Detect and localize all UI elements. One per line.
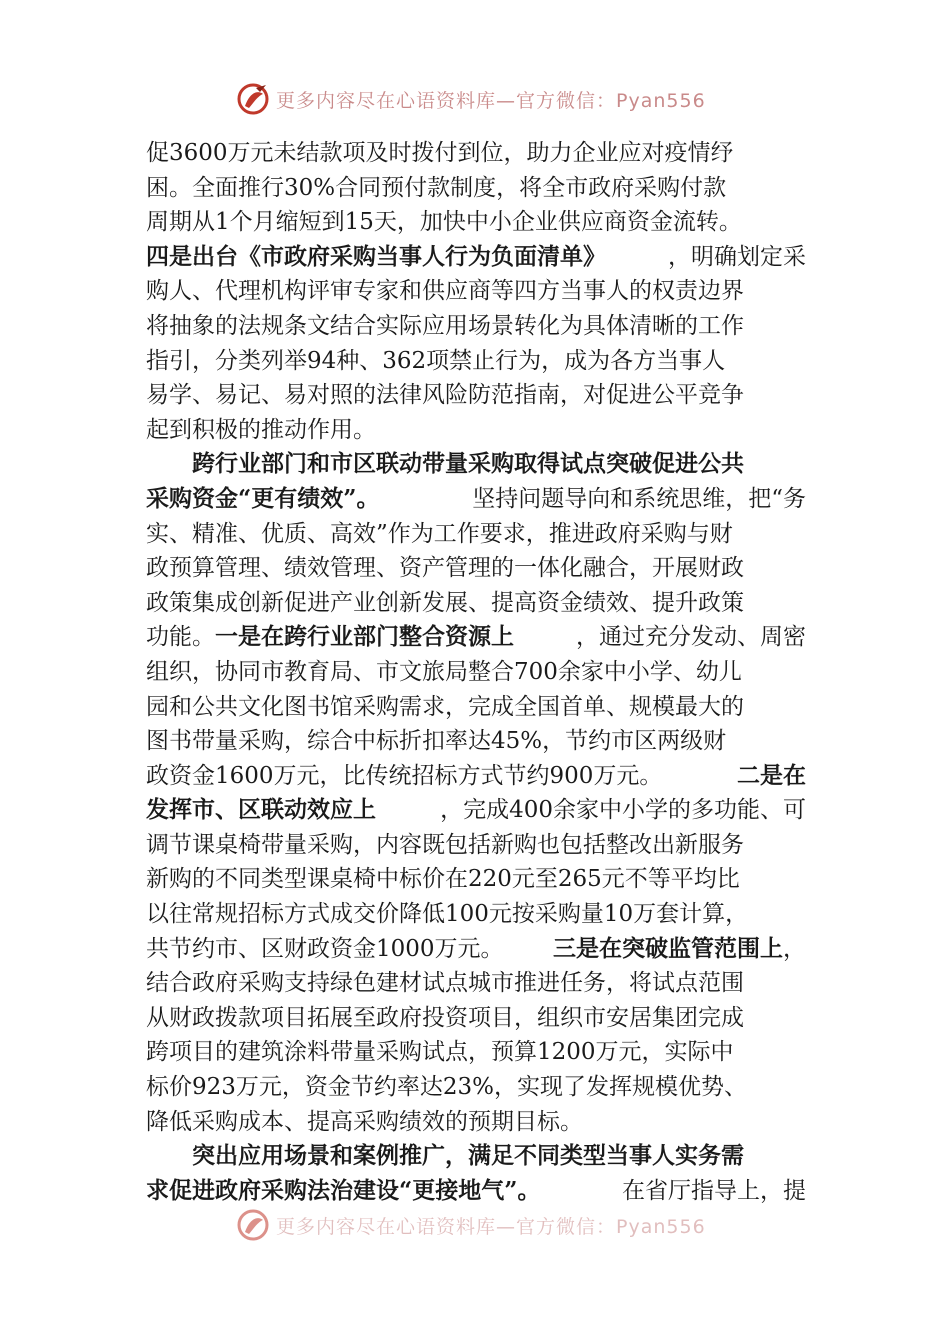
text-line: [146, 1070, 806, 1105]
text-run: 促3600万元未结款项及时拨付到位，助力企业应对疫情纾: [146, 140, 734, 166]
text-line: [146, 1001, 806, 1036]
text-run: 指引，分类列举94种、362项禁止行为，成为各方当事人: [146, 347, 726, 374]
text-line: [146, 274, 806, 309]
text-line: [146, 205, 806, 240]
text-run: 标价923万元，资金节约率达23%，实现了发挥规模优势、: [146, 1074, 748, 1101]
text-line: [146, 171, 806, 206]
bold-heading-run: 求促进政府采购法治建设“更接地气”。: [146, 1176, 541, 1204]
text-line: [146, 966, 806, 1001]
text-run: 实、精准、优质、高效”作为工作要求，推进政府采购与财: [146, 520, 733, 547]
text-run: 降低采购成本、提高采购绩效的预期目标。: [146, 1108, 583, 1135]
red-brush-logo-icon: [236, 82, 270, 116]
text-line: [146, 482, 806, 517]
text-run: 购人、代理机构评审专家和供应商等四方当事人的权责边界: [146, 278, 744, 305]
text-run: 政资金1600万元，比传统招标方式节约900万元。: [146, 762, 663, 789]
watermark-footer: [236, 1208, 706, 1242]
text-run: ，完成400余家中小学的多功能、可: [440, 797, 806, 824]
text-line: [146, 793, 806, 828]
text-line: [146, 344, 806, 379]
watermark-text: 更多内容尽在心语资料库—官方微信：Pyan556: [276, 89, 706, 112]
text-line: [146, 759, 806, 794]
text-line: [146, 897, 806, 932]
text-line: [146, 413, 806, 448]
text-run: 共节约市、区财政资金1000万元。: [146, 935, 504, 962]
text-run: 政预算管理、绩效管理、资产管理的一体化融合，开展财政: [146, 555, 744, 582]
paragraph-heading-line: [146, 447, 806, 482]
text-run: ，: [783, 935, 806, 962]
bold-heading-run: 三是在突破监管范围上: [553, 934, 783, 962]
text-run: 园和公共文化图书馆采购需求，完成全国首单、规模最大的: [146, 693, 744, 720]
bold-heading-run: 突出应用场景和案例推广，满足不同类型当事人实务需: [192, 1142, 744, 1170]
text-run: 功能。: [146, 624, 215, 651]
text-line: [146, 517, 806, 552]
red-brush-logo-icon: [236, 1208, 270, 1242]
paragraph-heading-line: [146, 1139, 806, 1174]
text-run: 坚持问题导向和系统思维，把“务: [472, 485, 806, 512]
text-run: 组织，协同市教育局、市文旅局整合700余家中小学、幼儿: [146, 658, 742, 685]
bold-heading-run: 采购资金“更有绩效”。: [146, 484, 380, 512]
text-run: 跨项目的建筑涂料带量采购试点，预算1200万元，实际中: [146, 1039, 734, 1066]
text-run: 新购的不同类型课桌椅中标价在220元至265元不等平均比: [146, 866, 740, 893]
watermark-text: 更多内容尽在心语资料库—官方微信：Pyan556: [276, 1215, 706, 1238]
text-line: [146, 136, 806, 171]
text-line: [146, 309, 806, 344]
bold-heading-run: 发挥市、区联动效应上: [146, 796, 376, 824]
text-run: 图书带量采购，综合中标折扣率达45%，节约市区两级财: [146, 728, 727, 755]
text-run: 将抽象的法规条文结合实际应用场景转化为具体清晰的工作: [146, 312, 744, 339]
text-line: [146, 655, 806, 690]
text-run: 易学、易记、易对照的法律风险防范指南，对促进公平竞争: [146, 382, 744, 409]
bold-heading-run: 二是在: [737, 761, 806, 789]
text-run: 从财政拨款项目拓展至政府投资项目，组织市安居集团完成: [146, 1004, 744, 1031]
text-line: [146, 724, 806, 759]
text-line: [146, 1174, 806, 1209]
text-line: [146, 240, 806, 275]
text-line: [146, 932, 806, 967]
text-run: 政策集成创新促进产业创新发展、提高资金绩效、提升政策: [146, 589, 744, 616]
text-line: [146, 378, 806, 413]
watermark-header: [236, 82, 706, 116]
text-line: [146, 586, 806, 621]
text-line: [146, 862, 806, 897]
text-run: ，明确划定采: [668, 243, 806, 270]
text-run: 困。全面推行30%合同预付款制度，将全市政府采购付款: [146, 174, 727, 201]
text-line: [146, 551, 806, 586]
text-run: 周期从1个月缩短到15天，加快中小企业供应商资金流转。: [146, 209, 742, 236]
text-line: [146, 620, 806, 655]
bold-heading-run: 跨行业部门和市区联动带量采购取得试点突破促进公共: [192, 450, 744, 478]
text-line: [146, 828, 806, 863]
bold-heading-run: 一是在跨行业部门整合资源上: [215, 623, 514, 651]
text-run: 结合政府采购支持绿色建材试点城市推进任务，将试点范围: [146, 970, 744, 997]
document-body: [146, 136, 806, 1208]
text-line: [146, 690, 806, 725]
text-line: [146, 1035, 806, 1070]
text-run: 起到积极的推动作用。: [146, 416, 376, 443]
text-run: 在省厅指导上，提: [622, 1177, 806, 1204]
text-line: [146, 1105, 806, 1140]
text-run: 以往常规招标方式成交价降低100元按采购量10万套计算，: [146, 901, 749, 928]
bold-heading-run: 四是出台《市政府采购当事人行为负面清单》: [146, 242, 606, 270]
text-run: 调节课桌椅带量采购，内容既包括新购也包括整改出新服务: [146, 831, 744, 858]
text-run: ，通过充分发动、周密: [576, 624, 806, 651]
